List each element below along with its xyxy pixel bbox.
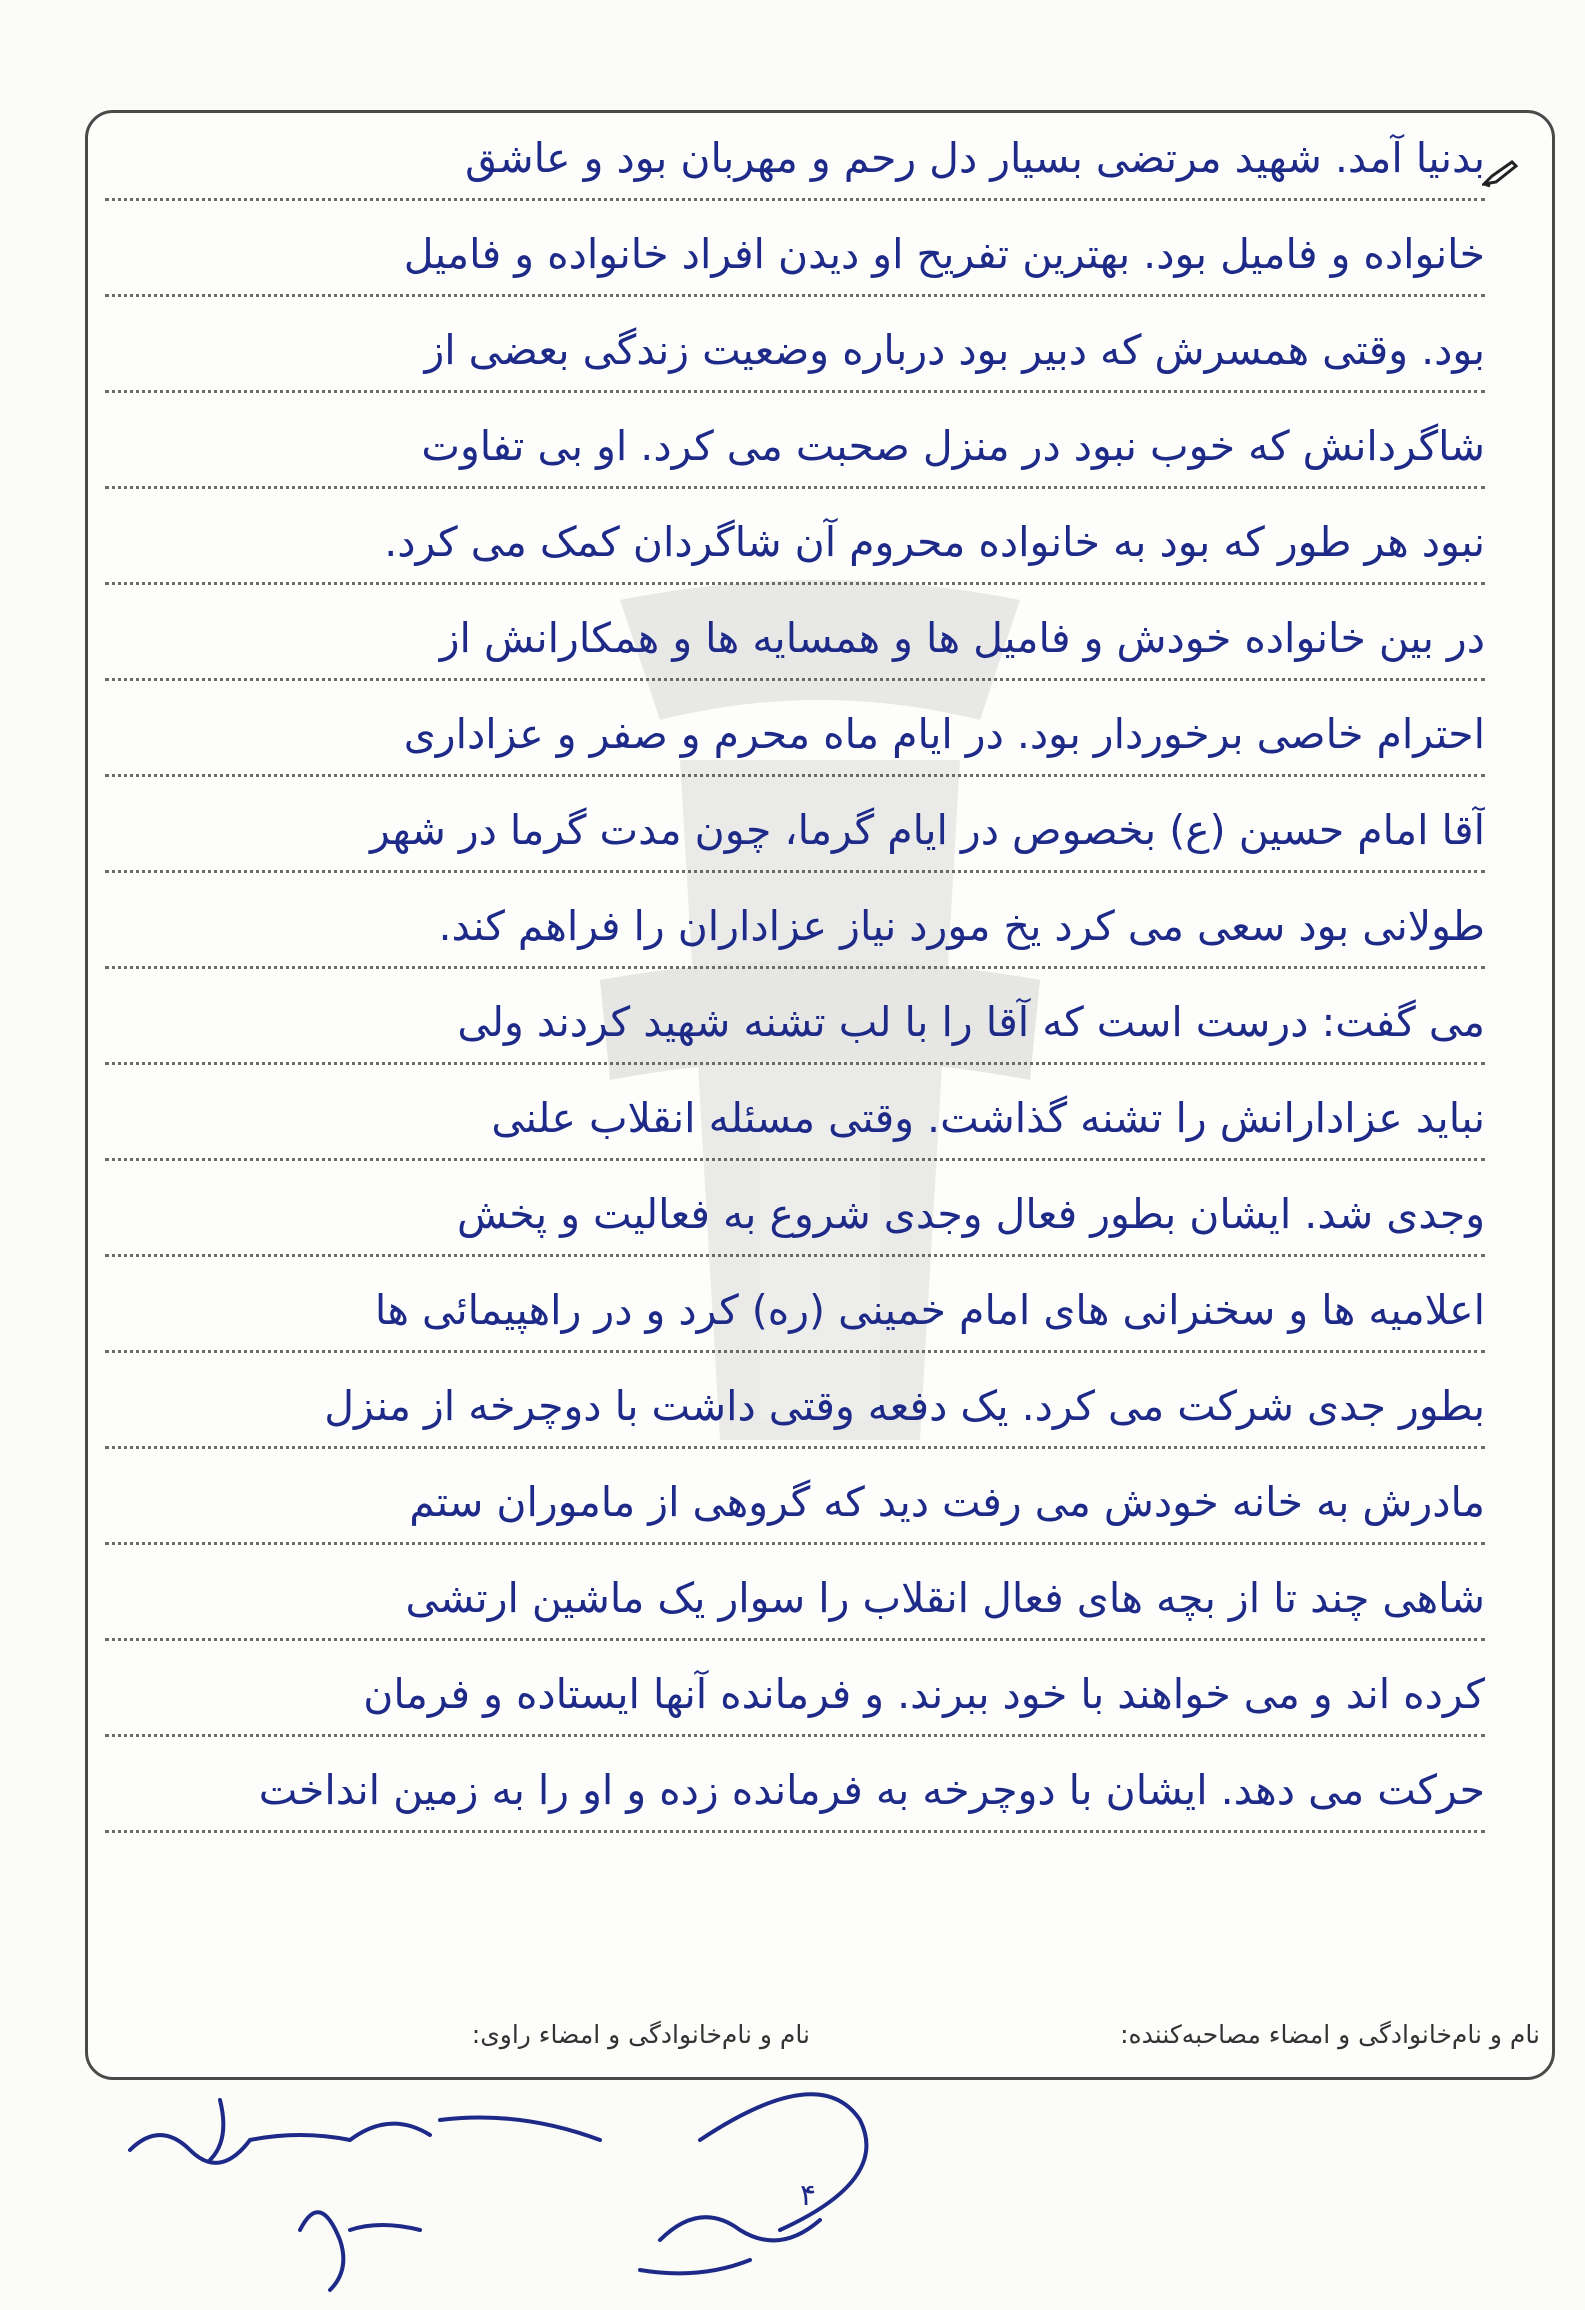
text-line: خانواده و فامیل بود. بهترین تفریح او دیدن افراد خانواده و فامیل xyxy=(105,214,1485,297)
text-line: وجدی شد. ایشان بطور فعال وجدی شروع به فعالیت و پخش xyxy=(105,1174,1485,1257)
text-line: بود. وقتی همسرش که دبیر بود درباره وضعیت زندگی بعضی از xyxy=(105,310,1485,393)
text-line: در بین خانواده خودش و فامیل ها و همسایه ها و همکارانش از xyxy=(105,598,1485,681)
text-line: طولانی بود سعی می کرد یخ مورد نیاز عزاداران را فراهم کند. xyxy=(105,886,1485,969)
text-line: حرکت می دهد. ایشان با دوچرخه به فرمانده زده و او را به زمین انداخت xyxy=(105,1750,1485,1833)
text-line: مادرش به خانه خودش می رفت دید که گروهی از ماموران ستم xyxy=(105,1462,1485,1545)
text-line: شاگردانش که خوب نبود در منزل صحبت می کرد. او بی تفاوت xyxy=(105,406,1485,489)
text-line: کرده اند و می خواهند با خود ببرند. و فرمانده آنها ایستاده و فرمان xyxy=(105,1654,1485,1737)
text-line: نباید عزادارانش را تشنه گذاشت. وقتی مسئله انقلاب علنی xyxy=(105,1078,1485,1161)
interviewer-signature xyxy=(640,2094,866,2273)
page-number: ۴ xyxy=(800,2178,817,2213)
text-line: اعلامیه ها و سخنرانی های امام خمینی (ره) کرد و در راهپیمائی ها xyxy=(105,1270,1485,1353)
signature-labels xyxy=(120,2010,1540,2060)
text-line: آقا امام حسین (ع) بخصوص در ایام گرما، چون مدت گرما در شهر xyxy=(105,790,1485,873)
text-line: بطور جدی شرکت می کرد. یک دفعه وقتی داشت با دوچرخه از منزل xyxy=(105,1366,1485,1449)
text-line: می گفت: درست است که آقا را با لب تشنه شهید کردند ولی xyxy=(105,982,1485,1065)
handwritten-signatures xyxy=(100,2080,1000,2310)
narrator-signature xyxy=(130,2100,600,2290)
text-line: نبود هر طور که بود به خانواده محروم آن شاگردان کمک می کرد. xyxy=(105,502,1485,585)
interviewer-signature-label: نام و نام‌خانوادگی و امضاء مصاحبه‌کننده: xyxy=(1120,2020,1540,2049)
narrator-signature-label: نام و نام‌خانوادگی و امضاء راوی: xyxy=(471,2020,810,2049)
text-line: بدنیا آمد. شهید مرتضی بسیار دل رحم و مهربان بود و عاشق xyxy=(105,118,1485,201)
text-line: شاهی چند تا از بچه های فعال انقلاب را سوار یک ماشین ارتشی xyxy=(105,1558,1485,1641)
text-line: احترام خاصی برخوردار بود. در ایام ماه محرم و صفر و عزاداری xyxy=(105,694,1485,777)
